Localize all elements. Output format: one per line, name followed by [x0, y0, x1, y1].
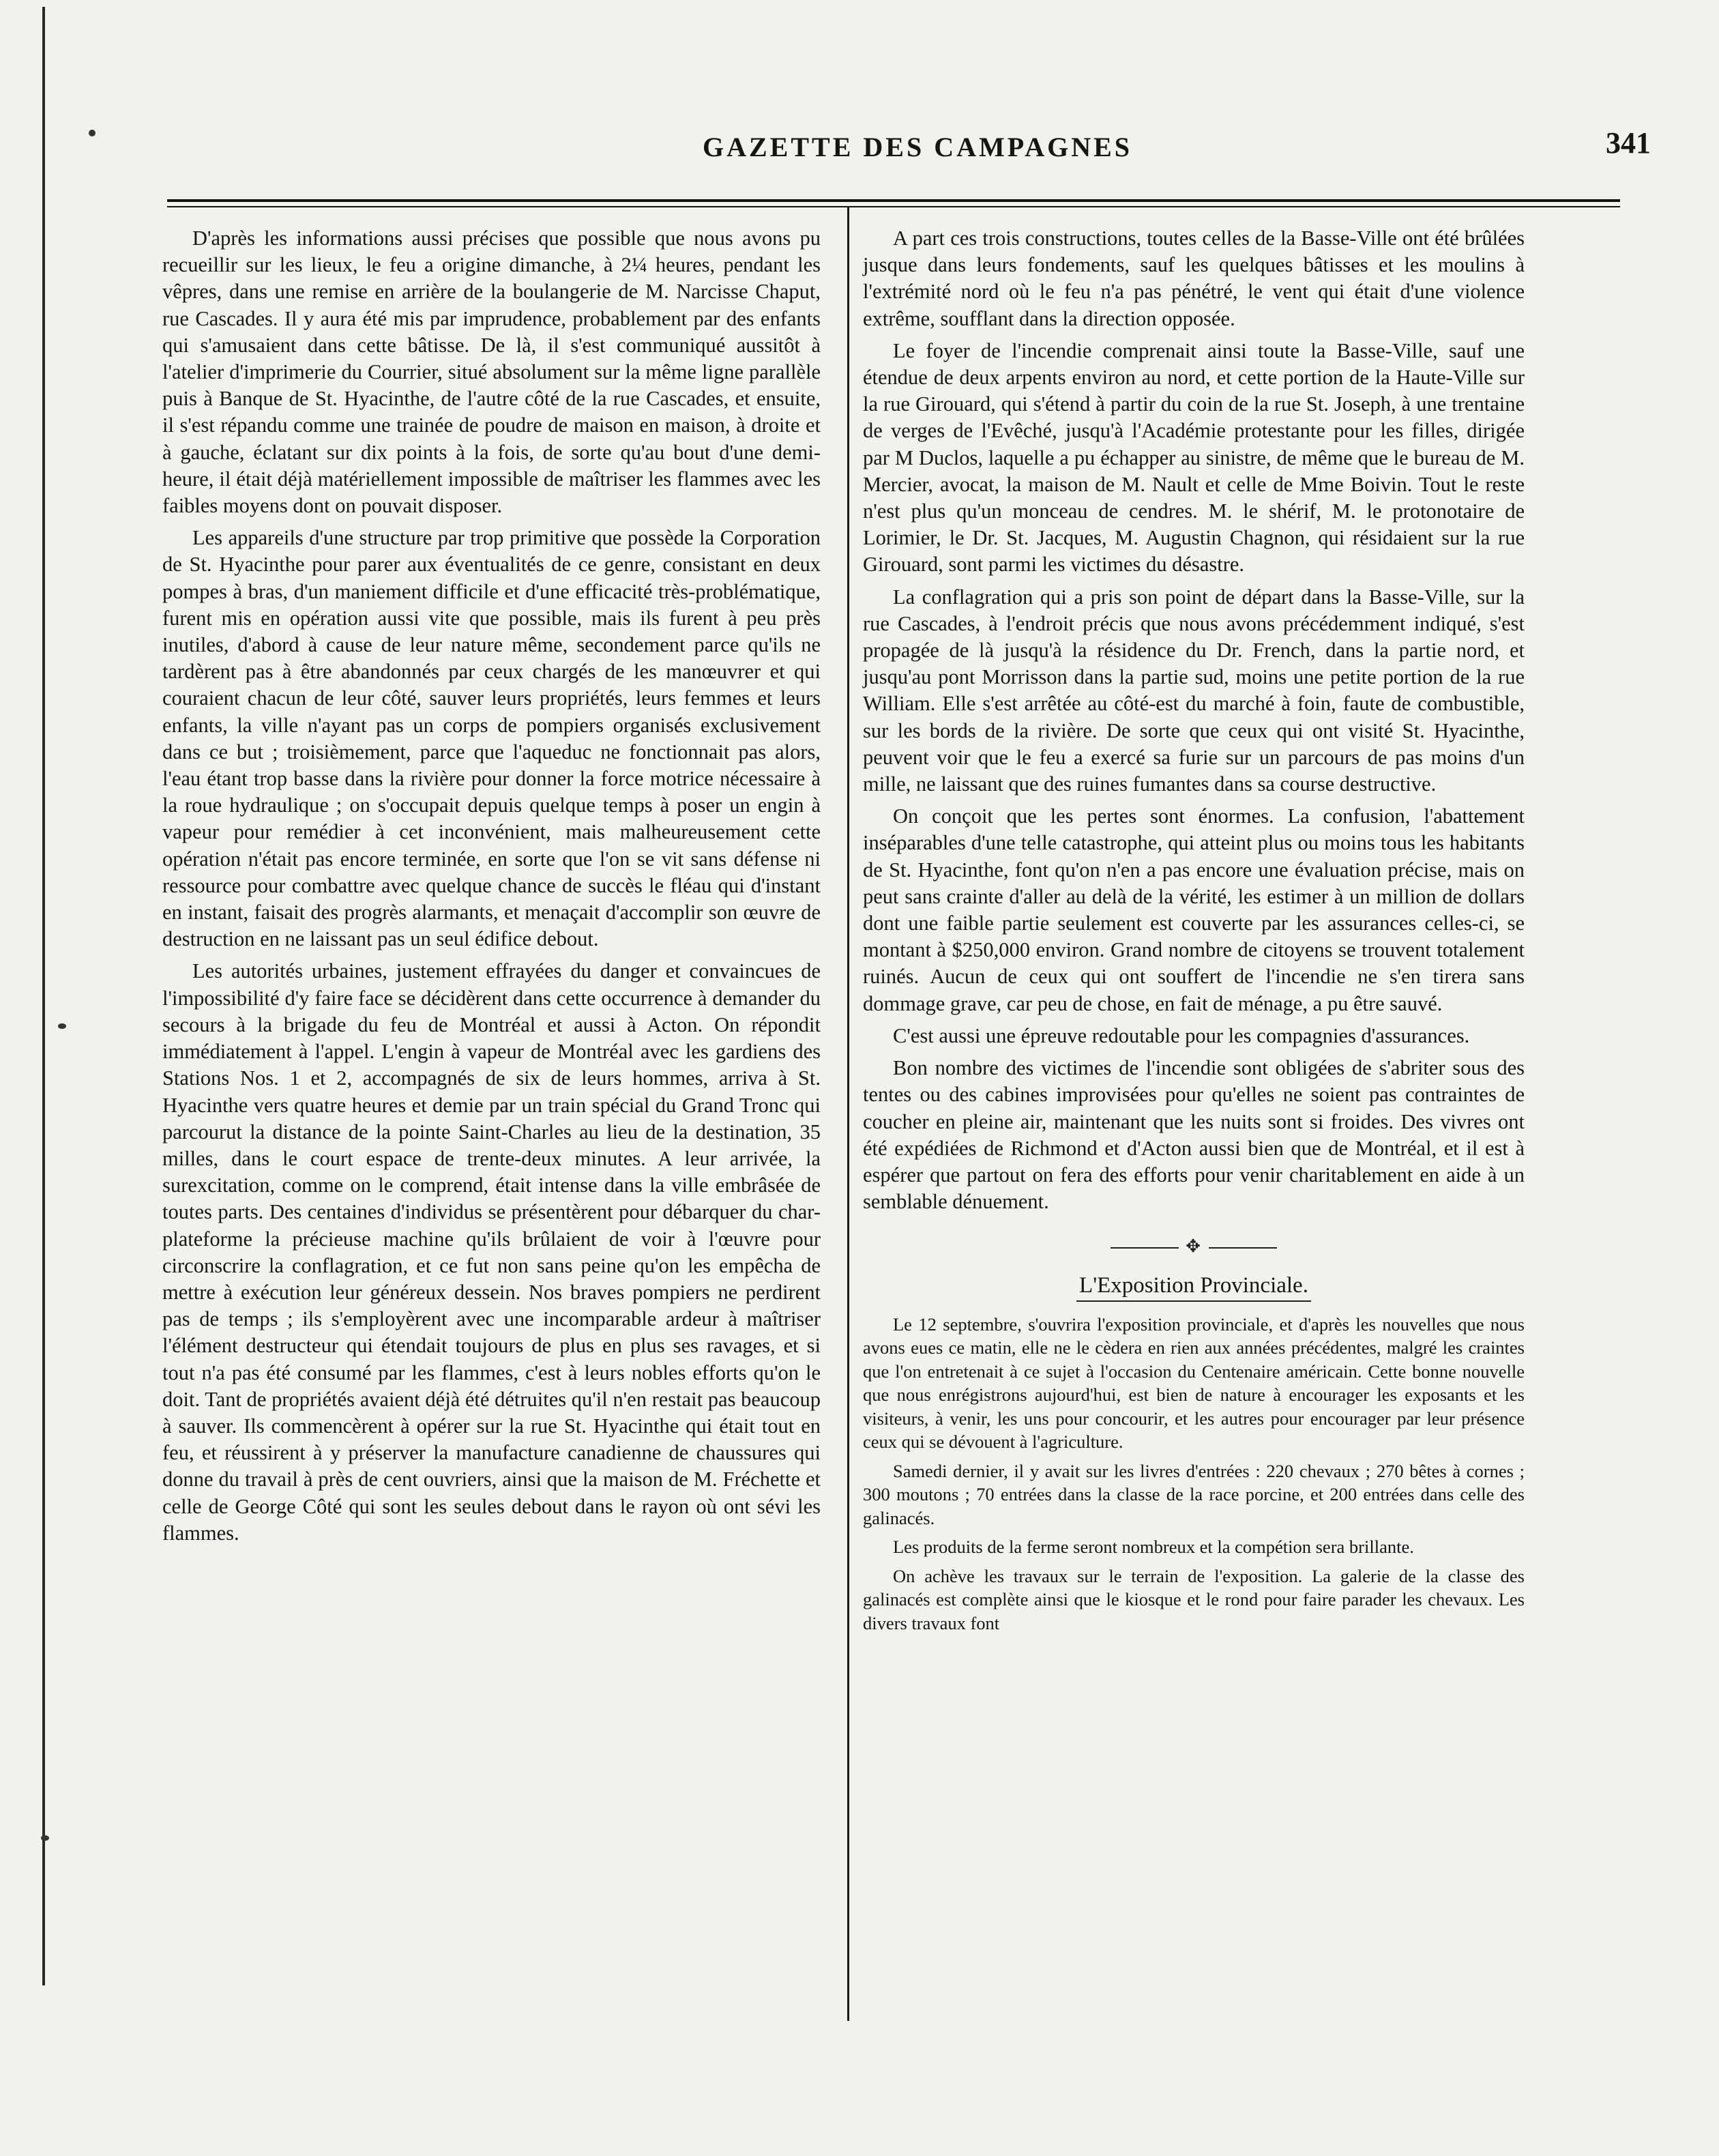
article-paragraph: A part ces trois constructions, toutes celles de la Basse-Ville ont été brûlées jusque dans leurs fondements, sauf les quelques bâtisses et les moulins à l'extrémité nord où le feu n'a pas pénétré, le vent qui était d'une violence extrême, soufflant dans la direction opposée. [863, 227, 1525, 330]
section-body [863, 1313, 1525, 1635]
article-paragraph: Bon nombre des victimes de l'incendie sont obligées de s'abriter sous des tentes ou des cabines improvisées pour qu'elles ne soient pas contraintes de coucher en pleine air, maintenant que les nuits sont si froides. Des vivres ont été expédiées de Richmond et d'Acton aussi bien que de Montréal, et il est à espérer que partout on fera des efforts pour venir charitablement en aide à un semblable dénuement. [863, 1056, 1525, 1214]
section-paragraph: On achève les travaux sur le terrain de l'exposition. La galerie de la classe des galinacés est complète ainsi que le kiosque et le rond pour faire parader les chevaux. Les divers travaux font [863, 1565, 1525, 1633]
section-paragraph: Le 12 septembre, s'ouvrira l'exposition provinciale, et d'après les nouvelles que nous avons eues ce matin, elle ne le cèdera en rien aux années précédentes, malgré les craintes que l'on entretenait à ce sujet à l'occasion du Centenaire américain. Cette bonne nouvelle que nous enrégistrons aujourd'hui, est bien de nature à encourager les exposants et les visiteurs, à venir, les uns pour concourir, et les autres pour encourager par leur présence ceux qui se dévouent à l'agriculture. [863, 1313, 1525, 1453]
section-paragraph: Samedi dernier, il y avait sur les livres d'entrées : 220 chevaux ; 270 bêtes à cornes ; 300 moutons ; 70 entrées dans la classe de la race porcine, et 200 entrées dans celle des galinacés. [863, 1460, 1525, 1528]
article-paragraph: On conçoit que les pertes sont énormes. La confusion, l'abattement inséparables d'une telle catastrophe, qui atteint plus ou moins tous les habitants de St. Hyacinthe, font qu'on n'en a pas encore une évaluation précise, mais on peut sans crainte d'aller au delà de la vérité, les estimer à un million de dollars dont une faible partie seulement est couverte par les assurances celles-ci, se montant à $250,000 environ. Grand nombre de citoyens se trouvent totalement ruinés. Aucun de ceux qui ont souffert de l'incendie ne s'en tirera sans dommage grave, car peu de chose, en fait de ménage, a pu être sauvé. [863, 804, 1525, 1015]
section-paragraph: Les produits de la ferme seront nombreux et la compétion sera brillante. [893, 1536, 1414, 1558]
ink-speck [58, 1023, 66, 1029]
right-column [863, 225, 1525, 1640]
header-rule-thick [167, 199, 1620, 202]
ink-speck [89, 130, 96, 136]
article-paragraph: D'après les informations aussi précises que possible que nous avons pu recueillir sur les lieux, le feu a origine dimanche, à 2¼ heures, pendant les vêpres, dans une remise en arrière de la boulangerie de M. Narcisse Chaput, rue Cascades. Il y aura été mis par imprudence, probablement par des enfants qui s'amusaient dans cette bâtisse. De là, il s'est communiqué aussitôt à l'atelier d'imprimerie du Courrier, situé absolument sur la même ligne parallèle puis à Banque de St. Hyacinthe, de l'autre côté de la rue Cascades, et ensuite, il s'est répandu comme une trainée de poudre de maison en maison, à droite et à gauche, éclatant sur dix points à la fois, de sorte qu'au bout d'une demi-heure, il était déjà matériellement impossible de maîtriser les flammes avec les faibles moyens dont on pouvait disposer. [162, 227, 821, 518]
left-column [162, 225, 821, 1552]
section-heading [863, 1272, 1525, 1299]
header-rule-thin [167, 206, 1620, 207]
section-ornament: ✥ [863, 1233, 1525, 1259]
article-paragraph: Les appareils d'une structure par trop primitive que possède la Corporation de St. Hyacinthe pour parer aux éventualités de ce genre, consistant en deux pompes à bras, d'un maniement difficile et d'une efficacité très-problématique, furent mis en opération aussi vite que possible, mais ils furent à peu près inutiles, d'abord à cause de leur nature même, secondement parce qu'ils ne tardèrent pas à être abandonnés par ceux chargés de les manœuvrer et qui couraient chacun de leur côté, sauver leurs propriétés, leurs femmes et leurs enfants, la ville n'ayant pas un corps de pompiers organisés exclusivement dans ce but ; troisièmement, parce que l'aqueduc ne fonctionnait pas alors, l'eau étant trop basse dans la rivière pour donner la force motrice nécessaire à la roue hydraulique ; on s'occupait depuis quelque temps à poser un engin à vapeur pour remédier à cet inconvénient, mais malheureusement cette opération n'était pas encore terminée, en sorte que l'on se vit sans défense ni ressource pour combattre avec quelque chance de succès le fléau qui d'instant en instant, faisait des progrès alarmants, et menaçait d'accomplir son œuvre de destruction en ne laissant pas un seul édifice debout. [162, 526, 821, 951]
article-paragraph: C'est aussi une épreuve redoutable pour les compagnies d'assurances. [893, 1023, 1470, 1047]
newspaper-title: GAZETTE DES CAMPAGNES [702, 132, 1132, 162]
section-title: L'Exposition Provinciale. [1076, 1273, 1311, 1302]
page-number: 341 [1606, 126, 1651, 160]
page-header [157, 121, 1678, 169]
ink-speck [41, 1835, 49, 1841]
article-paragraph: Les autorités urbaines, justement effrayées du danger et convaincues de l'impossibilité d'y faire face se décidèrent dans cette occurrence à demander du secours à la brigade du feu de Montréal et aussi à Acton. On répondit immédiatement à l'appel. L'engin à vapeur de Montréal avec les gardiens des Stations Nos. 1 et 2, accompagnés de six de leurs hommes, arriva à St. Hyacinthe vers quatre heures et demie par un train spécial du Grand Tronc qui parcourut la distance de la pointe Saint-Charles au lieu de la destination, 35 milles, dans le court espace de trente-deux minutes. A leur arrivée, la surexcitation, comme on le comprend, était intense dans la ville embrâsée de toutes parts. Des centaines d'individus se présentèrent pour débarquer du char-plateforme la précieuse machine qu'ils brûlaient de voir à l'œuvre pour circonscrire la conflagration, et ce fut non sans peine qu'on les empêcha de mettre à exécution leur généreux dessein. Nos braves pompiers ne perdirent pas de temps ; ils s'employèrent avec une incomparable ardeur à maîtriser l'élément destructeur qui étendait toujours de plus en plus ses ravages, et si tout n'a pas été consumé par les flammes, c'est à leurs nobles efforts qu'on le doit. Tant de propriétés avaient déjà été détruites qu'il n'en restait pas beaucoup à sauver. Ils commencèrent à opérer sur la rue St. Hyacinthe qui était tout en feu, et réussirent à y préserver la manufacture canadienne de chaussures qui donne du travail à près de cent ouvriers, ainsi que la maison de M. Fréchette et celle de George Côté qui sont les seules debout dans le rayon où ont sévi les flammes. [162, 959, 821, 1545]
article-paragraph: La conflagration qui a pris son point de départ dans la Basse-Ville, sur la rue Cascades, à l'endroit précis que nous avons précédemment indiqué, s'est propagée de là jusqu'à la résidence du Dr. French, dans la partie nord, et jusqu'au pont Morrisson dans la partie sud, moins une petite portion de la rue William. Elle s'est arrêtée au côté-est du marché à foin, faute de combustible, sur les bords de la rivière. De sorte que ceux qui ont visité St. Hyacinthe, peuvent voir que le feu a exercé sa furie sur un parcours de pas moins d'un mille, ne laissant que des ruines fumantes dans sa course destructive. [863, 585, 1525, 796]
article-paragraph: Le foyer de l'incendie comprenait ainsi toute la Basse-Ville, sauf une étendue de deux arpents environ au nord, et cette portion de la Haute-Ville sur la rue Girouard, qui s'étend à partir du coin de la rue St. Joseph, à une trentaine de verges de l'Evêché, jusqu'à l'Académie protestante pour les filles, dirigée par M Duclos, laquelle a pu échapper au sinistre, de même que le bureau de M. Mercier, avocat, la maison de M. Nault et celle de Mme Boivin. Tout le reste n'est plus qu'un monceau de cendres. M. le shérif, M. le protonotaire de Lorimier, le Dr. St. Jacques, M. Augustin Chagnon, qui résidaient sur la rue Girouard, sont parmi les victimes du désastre. [863, 338, 1525, 577]
page-edge-rule [42, 7, 45, 1985]
column-divider [847, 206, 849, 2021]
